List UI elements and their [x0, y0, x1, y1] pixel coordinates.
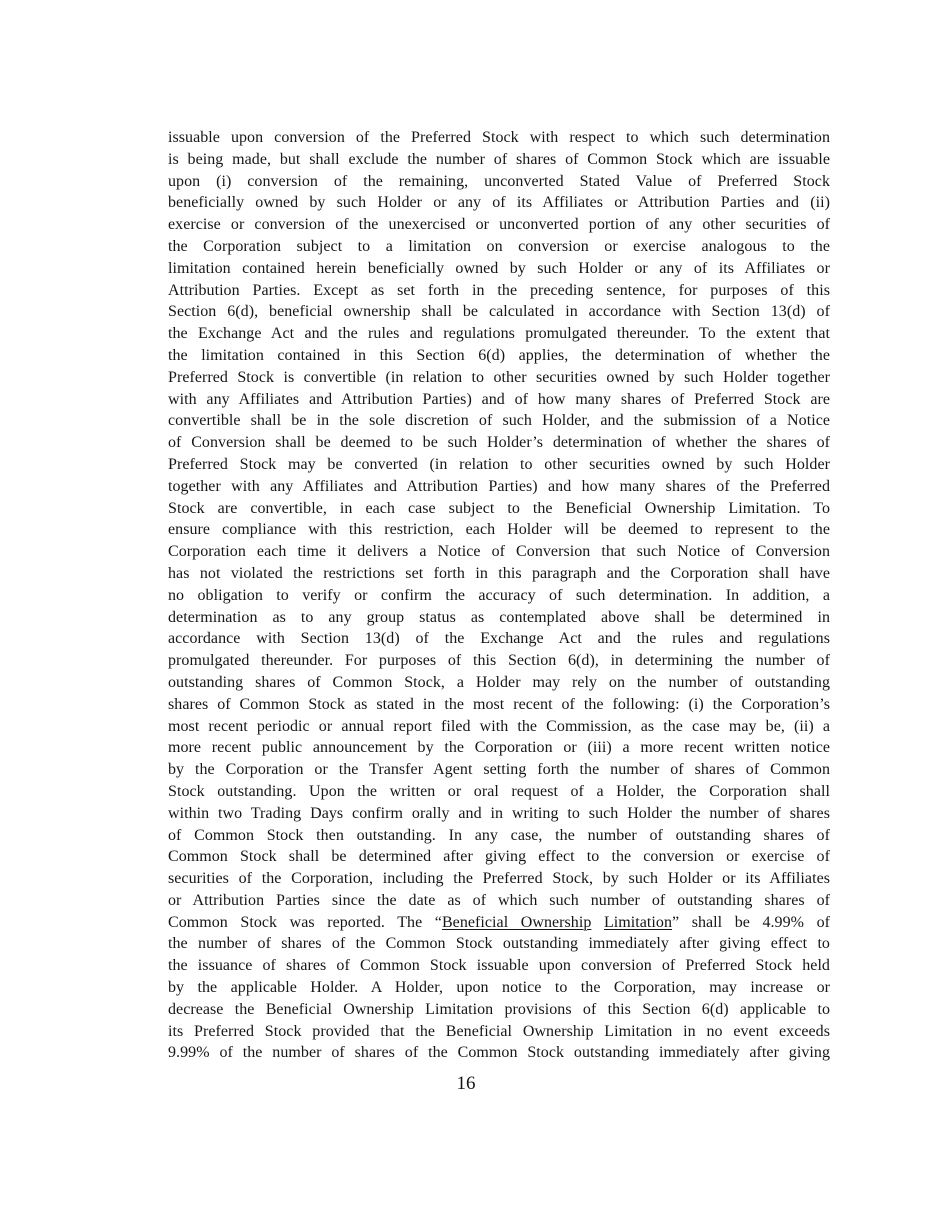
- text-line: [168, 868, 830, 890]
- text-segment: decrease the Beneficial Ownership Limitation provisions of this Section 6(d) applicable to: [168, 1000, 830, 1018]
- text-line: [168, 323, 830, 345]
- text-segment: its Preferred Stock provided that the Beneficial Ownership Limitation in no event exceeds: [168, 1022, 830, 1040]
- text-segment: beneficially owned by such Holder or any of its Affiliates or Attribution Parties and (ii): [168, 194, 830, 212]
- text-line: [168, 498, 830, 520]
- defined-term-underlined: Beneficial Ownership: [441, 913, 592, 931]
- text-segment: issuable upon conversion of the Preferred Stock with respect to which such determination: [168, 129, 830, 146]
- text-line: [168, 1042, 830, 1064]
- text-line: [168, 933, 830, 955]
- text-segment: most recent periodic or annual report filed with the Commission, as the case may be, (ii) a: [168, 717, 830, 735]
- text-line: [168, 825, 830, 847]
- text-segment: determination as to any group status as contemplated above shall be determined in: [168, 608, 830, 626]
- text-segment: no obligation to verify or confirm the accuracy of such determination. In addition, a: [168, 586, 830, 604]
- text-segment: 9.99% of the number of shares of the Common Stock outstanding immediately after giving: [168, 1044, 830, 1062]
- text-line: [168, 367, 830, 389]
- text-segment: accordance with Section 13(d) of the Exchange Act and the rules and regulations: [168, 630, 830, 648]
- text-segment: Common Stock shall be determined after giving effect to the conversion or exercise of: [168, 848, 830, 866]
- text-line: [168, 803, 830, 825]
- text-line: [168, 737, 830, 759]
- text-segment: by the Corporation or the Transfer Agent setting forth the number of shares of Common: [168, 761, 830, 779]
- text-segment: Common Stock was reported. The “: [168, 913, 442, 931]
- text-segment: the limitation contained in this Section 6(d) applies, the determination of whether the: [168, 346, 830, 364]
- text-line: [168, 999, 830, 1021]
- text-line: [168, 258, 830, 280]
- text-line: [168, 563, 830, 585]
- text-segment: with any Affiliates and Attribution Parties) and of how many shares of Preferred Stock are: [168, 390, 830, 408]
- text-line: [168, 650, 830, 672]
- text-line: [168, 628, 830, 650]
- text-line: [168, 236, 830, 258]
- text-line: [168, 955, 830, 977]
- text-line: [168, 214, 830, 236]
- text-segment: convertible shall be in the sole discretion of such Holder, and the submission of a Notice: [168, 412, 830, 430]
- text-segment: more recent public announcement by the Corporation or (iii) a more recent written notice: [168, 739, 830, 757]
- text-line: [168, 171, 830, 193]
- text-line: [168, 716, 830, 738]
- page-number: 16: [456, 1073, 476, 1094]
- text-segment: [591, 914, 604, 931]
- text-segment: outstanding shares of Common Stock, a Holder may rely on the number of outstanding: [168, 673, 830, 691]
- defined-term-underlined: Limitation: [603, 913, 672, 931]
- text-line: [168, 781, 830, 803]
- text-line: [168, 127, 830, 149]
- text-segment: Corporation each time it delivers a Notice of Conversion that such Notice of Conversion: [168, 543, 830, 561]
- text-segment: upon (i) conversion of the remaining, unconverted Stated Value of Preferred Stock: [168, 172, 830, 190]
- text-line: [168, 432, 830, 454]
- text-line: [168, 759, 830, 781]
- text-segment: has not violated the restrictions set forth in this paragraph and the Corporation shall have: [168, 564, 830, 582]
- text-segment: securities of the Corporation, including the Preferred Stock, by such Holder or its Affiliates: [168, 870, 830, 888]
- text-line: [168, 607, 830, 629]
- text-segment: is being made, but shall exclude the number of shares of Common Stock which are issuable: [168, 150, 830, 168]
- text-segment: the Corporation subject to a limitation on conversion or exercise analogous to the: [168, 237, 830, 255]
- text-line: [168, 846, 830, 868]
- text-segment: ensure compliance with this restriction, each Holder will be deemed to represent to the: [168, 521, 830, 539]
- text-segment: promulgated thereunder. For purposes of this Section 6(d), in determining the number of: [168, 652, 830, 670]
- text-line: [168, 301, 830, 323]
- text-line: [168, 192, 830, 214]
- text-segment: the number of shares of the Common Stock outstanding immediately after giving effect to: [168, 935, 830, 953]
- text-line: [168, 977, 830, 999]
- text-segment: together with any Affiliates and Attribution Parties) and how many shares of the Preferred: [168, 477, 830, 495]
- text-segment: within two Trading Days confirm orally and in writing to such Holder the number of shares: [168, 804, 830, 822]
- text-segment: limitation contained herein beneficially owned by such Holder or any of its Affiliates or: [168, 259, 830, 277]
- text-segment: Preferred Stock is convertible (in relation to other securities owned by such Holder together: [168, 368, 830, 386]
- text-segment: Stock outstanding. Upon the written or oral request of a Holder, the Corporation shall: [168, 782, 830, 800]
- text-segment: exercise or conversion of the unexercised or unconverted portion of any other securities of: [168, 216, 830, 234]
- text-segment: Attribution Parties. Except as set forth in the preceding sentence, for purposes of this: [168, 281, 830, 299]
- text-segment: of Common Stock then outstanding. In any case, the number of outstanding shares of: [168, 826, 830, 844]
- text-line: [168, 345, 830, 367]
- text-line: [168, 519, 830, 541]
- text-line: [168, 585, 830, 607]
- text-line: [168, 1021, 830, 1043]
- text-segment: ” shall be 4.99% of: [672, 913, 830, 931]
- text-line: [168, 410, 830, 432]
- text-line: [168, 541, 830, 563]
- text-segment: the Exchange Act and the rules and regulations promulgated thereunder. To the extent that: [168, 325, 830, 343]
- text-segment: shares of Common Stock as stated in the most recent of the following: (i) the Corporation’s: [168, 695, 830, 713]
- text-segment: Preferred Stock may be converted (in relation to other securities owned by such Holder: [168, 455, 830, 473]
- text-segment: Stock are convertible, in each case subject to the Beneficial Ownership Limitation. To: [168, 499, 830, 517]
- text-line: [168, 149, 830, 171]
- text-line: [168, 912, 830, 934]
- text-line: [168, 694, 830, 716]
- text-line: [168, 476, 830, 498]
- text-line: [168, 389, 830, 411]
- text-segment: of Conversion shall be deemed to be such Holder’s determination of whether the shares of: [168, 434, 830, 452]
- text-line: [168, 890, 830, 912]
- text-segment: Section 6(d), beneficial ownership shall be calculated in accordance with Section 13(d) of: [168, 303, 830, 321]
- text-segment: by the applicable Holder. A Holder, upon notice to the Corporation, may increase or: [168, 979, 830, 997]
- text-segment: the issuance of shares of Common Stock issuable upon conversion of Preferred Stock held: [168, 957, 830, 975]
- text-line: [168, 280, 830, 302]
- text-segment: or Attribution Parties since the date as of which such number of outstanding shares of: [168, 891, 830, 909]
- paragraph: [168, 127, 830, 1064]
- text-line: [168, 454, 830, 476]
- text-line: [168, 672, 830, 694]
